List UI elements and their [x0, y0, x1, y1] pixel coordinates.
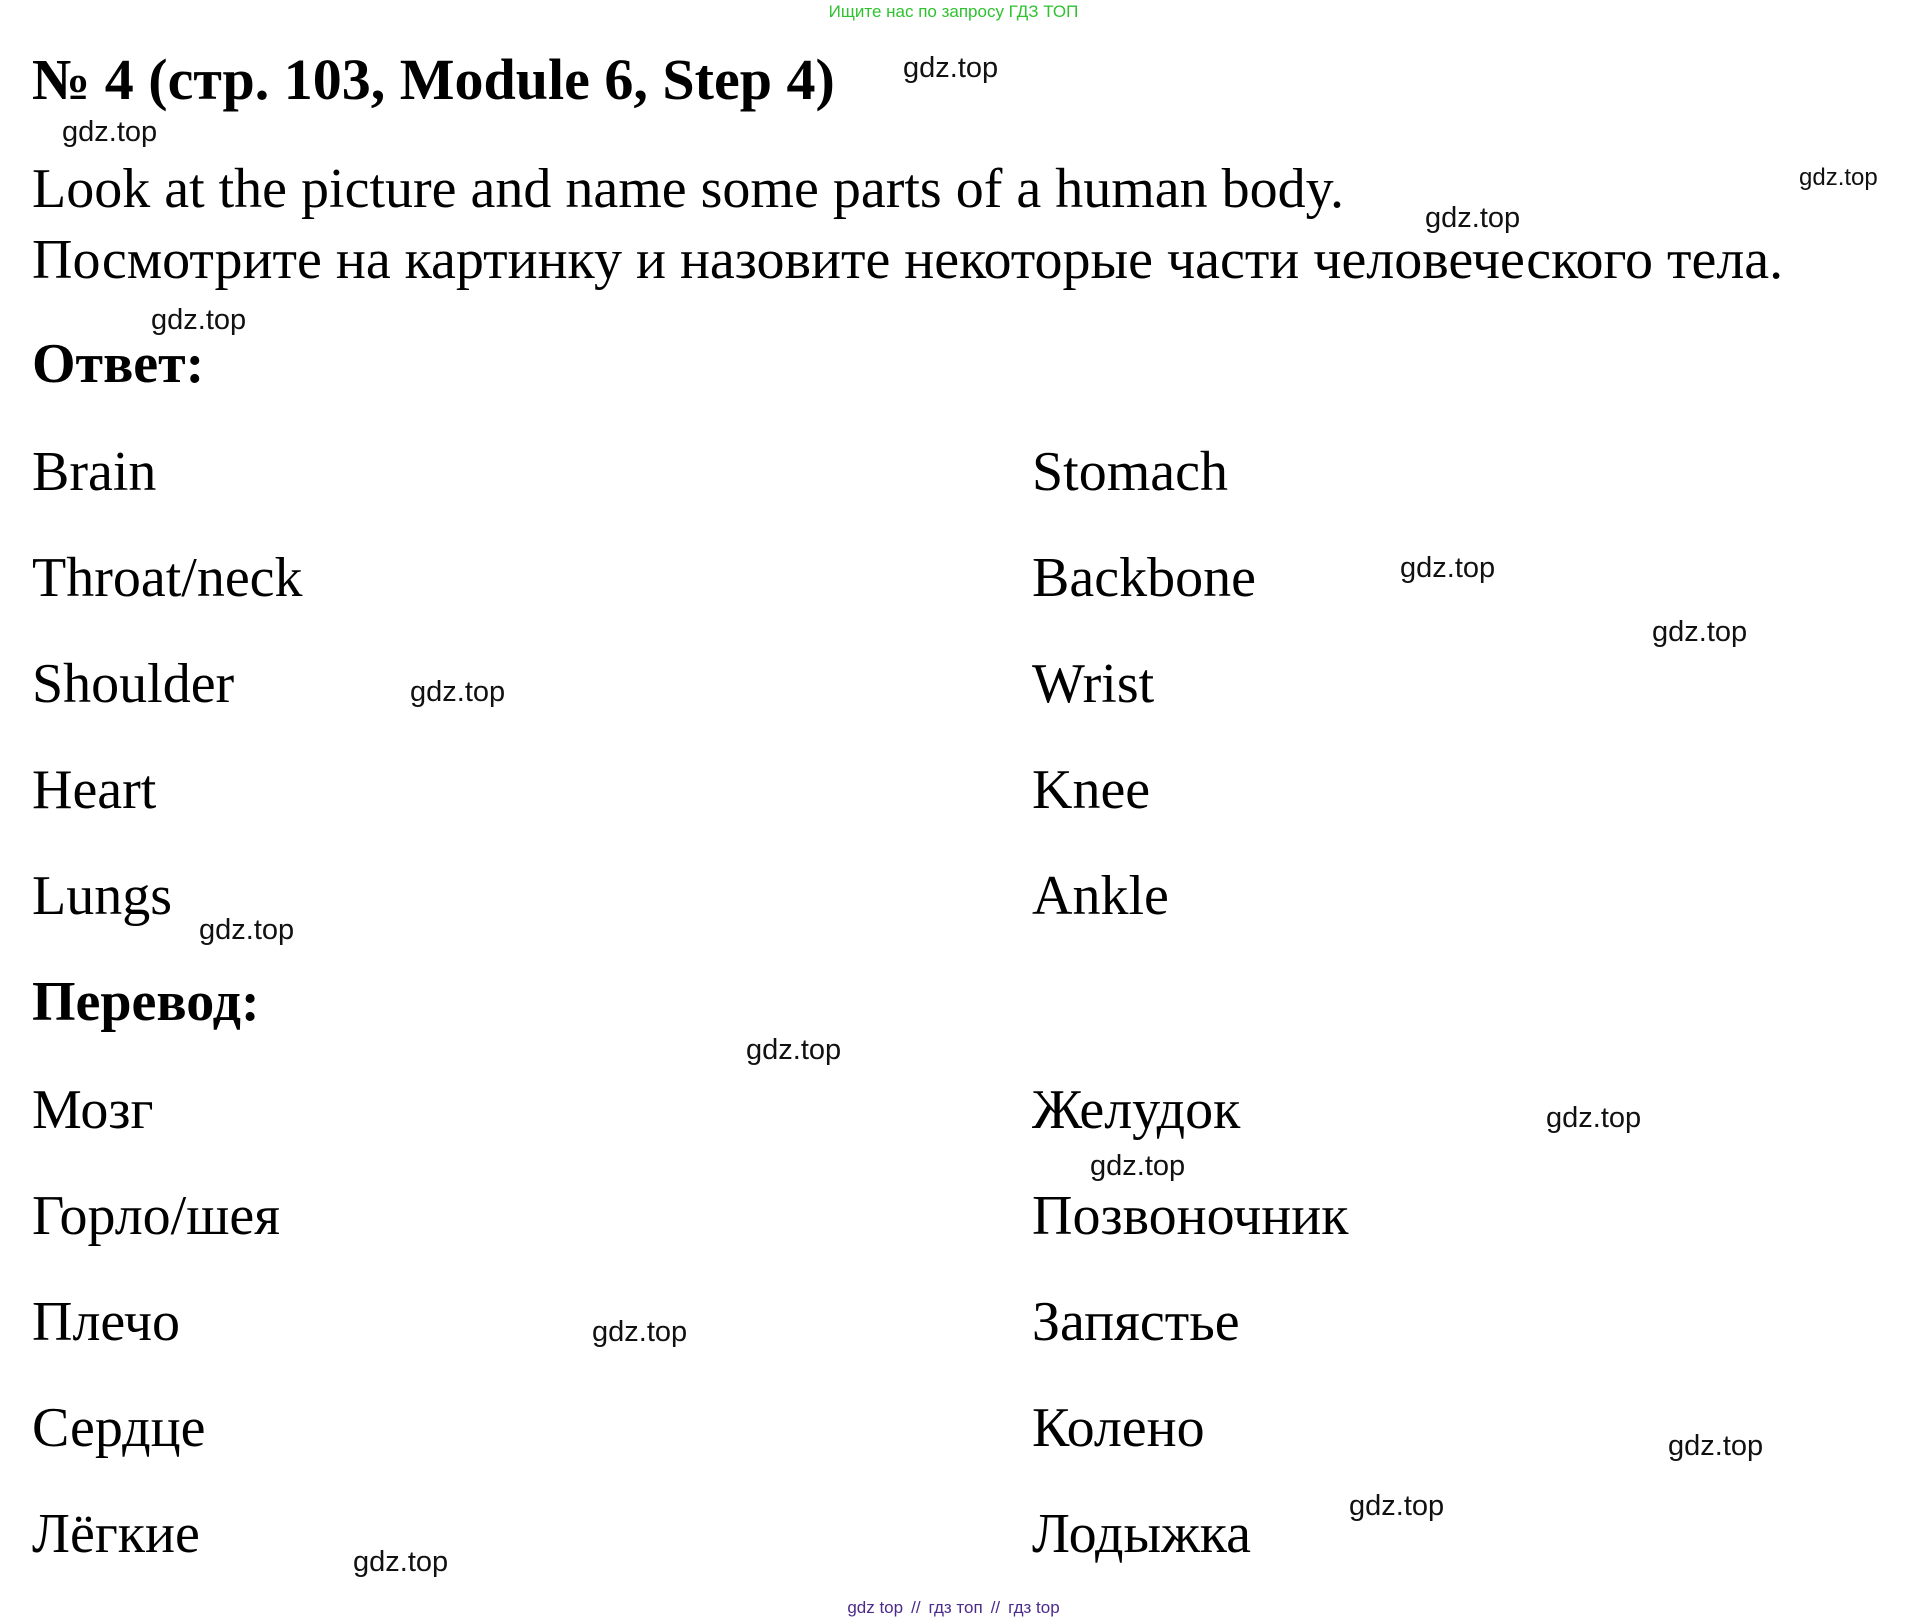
answer-item: Shoulder — [32, 653, 235, 715]
watermark: gdz.top — [199, 914, 295, 946]
translation-heading: Перевод: — [32, 971, 260, 1033]
footer-link[interactable]: gdz top — [847, 1598, 904, 1617]
footer-separator: // — [911, 1598, 921, 1617]
translation-item: Лодыжка — [1032, 1503, 1251, 1565]
watermark: gdz.top — [1425, 202, 1521, 234]
watermark: gdz.top — [903, 52, 999, 84]
footer-separator: // — [990, 1598, 1001, 1617]
answer-heading: Ответ: — [32, 333, 205, 395]
watermark: gdz.top — [592, 1316, 688, 1348]
watermark: gdz.top — [746, 1034, 842, 1066]
task-russian: Посмотрите на картинку и назовите некоторые части человеческого тела. — [32, 229, 1784, 291]
watermark: gdz.top — [1668, 1430, 1764, 1462]
footer-link[interactable]: гдз топ — [928, 1598, 983, 1617]
translation-item: Мозг — [32, 1079, 154, 1141]
watermark: gdz.top — [151, 304, 247, 336]
answer-item: Backbone — [1032, 547, 1256, 609]
watermark: gdz.top — [1349, 1490, 1445, 1522]
watermark: gdz.top — [1400, 552, 1496, 584]
translation-item: Желудок — [1032, 1079, 1241, 1141]
task-english: Look at the picture and name some parts of a human body. — [32, 158, 1344, 220]
watermark: gdz.top — [1090, 1150, 1186, 1182]
exercise-title: № 4 (стр. 103, Module 6, Step 4) — [32, 47, 835, 112]
watermark: gdz.top — [1546, 1102, 1642, 1134]
answer-item: Knee — [1032, 759, 1151, 821]
footer-links — [0, 1598, 1907, 1618]
answer-item: Lungs — [32, 865, 172, 927]
answer-item: Heart — [32, 759, 157, 821]
translation-item: Позвоночник — [1032, 1185, 1349, 1247]
translation-item: Лёгкие — [32, 1503, 200, 1565]
watermark: gdz.top — [410, 676, 506, 708]
translation-item: Колено — [1032, 1397, 1205, 1459]
answer-item: Wrist — [1032, 653, 1155, 715]
answer-item: Throat/neck — [32, 547, 303, 609]
watermark: gdz.top — [62, 116, 158, 148]
translation-item: Запястье — [1032, 1291, 1240, 1353]
answer-item: Brain — [32, 441, 157, 503]
translation-item: Плечо — [32, 1291, 181, 1353]
translation-item: Сердце — [32, 1397, 206, 1459]
watermark: gdz.top — [353, 1546, 449, 1578]
answer-item: Ankle — [1032, 865, 1169, 927]
footer-link[interactable]: гдз top — [1008, 1598, 1060, 1617]
answer-item: Stomach — [1032, 441, 1228, 503]
translation-item: Горло/шея — [32, 1185, 280, 1247]
watermark: gdz.top — [1652, 616, 1748, 648]
watermark: gdz.top — [1799, 164, 1878, 191]
top-banner: Ищите нас по запросу ГДЗ ТОП — [828, 2, 1079, 21]
